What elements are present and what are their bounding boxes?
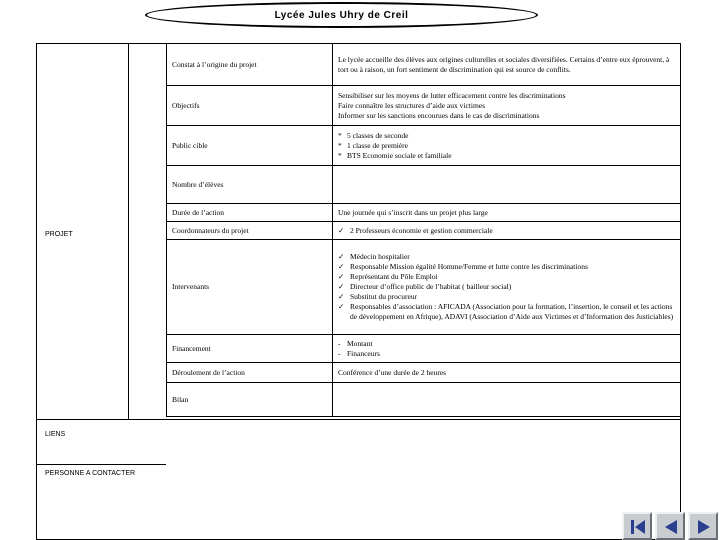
slide-navigation bbox=[622, 512, 718, 540]
check-icon: ✓ bbox=[338, 225, 345, 235]
row-value-deroulement: Conférence d’une durée de 2 heures bbox=[333, 363, 681, 383]
table-row bbox=[167, 240, 681, 335]
row-value-intervenants bbox=[333, 240, 681, 335]
dash-icon: - bbox=[338, 338, 341, 348]
table-row bbox=[167, 383, 681, 417]
row-value-duree: Une journée qui s’inscrit dans un projet plus large bbox=[333, 204, 681, 222]
check-icon: ✓ bbox=[338, 302, 345, 311]
check-icon: ✓ bbox=[338, 252, 345, 261]
row-label-coordinateurs: Coordonnateurs du projet bbox=[167, 222, 333, 240]
table-row bbox=[167, 363, 681, 383]
row-value-objectifs bbox=[333, 86, 681, 126]
section-label-contact: PERSONNE A CONTACTER bbox=[45, 470, 136, 477]
table-row bbox=[167, 166, 681, 204]
check-icon: ✓ bbox=[338, 282, 345, 291]
list-item: ✓ Responsables d’association : AFICADA (Association pour la formation, l’insertion, le conseil et les actions de développement en Afrique), ADAVI (Association d’Aide aux Victimes et d’Information des Justiciables) bbox=[338, 302, 674, 321]
project-table bbox=[166, 43, 681, 417]
dash-icon: - bbox=[338, 348, 341, 358]
list-item: * 5 classes de seconde bbox=[338, 130, 409, 140]
check-icon: ✓ bbox=[338, 292, 345, 301]
previous-page-button[interactable] bbox=[655, 512, 685, 540]
table-row bbox=[167, 126, 681, 166]
section-divider bbox=[128, 43, 129, 419]
row-value-bilan bbox=[333, 383, 681, 417]
next-page-button[interactable] bbox=[688, 512, 718, 540]
row-label-bilan: Bilan bbox=[167, 383, 333, 417]
row-label-financement: Financement bbox=[167, 335, 333, 363]
list-item: ✓ Responsable Mission égalité Homme/Femme et lutte contre les discriminations bbox=[338, 262, 588, 271]
table-row bbox=[167, 204, 681, 222]
row-value-constat bbox=[333, 44, 681, 86]
previous-page-icon bbox=[663, 519, 679, 535]
row-label-nombre: Nombre d’élèves bbox=[167, 166, 333, 204]
list-item: ✓ 2 Professeurs économie et gestion commerciale bbox=[338, 225, 493, 235]
first-page-button[interactable] bbox=[622, 512, 652, 540]
bullet-icon: * bbox=[338, 130, 342, 140]
list-item: * BTS Economie sociale et familiale bbox=[338, 150, 452, 160]
bullet-icon: * bbox=[338, 140, 342, 150]
list-item: - Financeurs bbox=[338, 348, 380, 358]
list-item: * 1 classe de première bbox=[338, 140, 409, 150]
bullet-icon: * bbox=[338, 150, 342, 160]
section-divider-liens bbox=[36, 419, 681, 420]
section-divider-contact bbox=[36, 464, 166, 465]
row-label-public: Public cible bbox=[167, 126, 333, 166]
objectif-line: Faire connaître les structures d’aide aux victimes bbox=[338, 100, 486, 110]
list-item: ✓ Substitut du procureur bbox=[338, 292, 418, 301]
row-label-objectifs: Objectifs bbox=[167, 86, 333, 126]
page-title: Lycée Jules Uhry de Creil bbox=[145, 2, 538, 28]
first-page-icon bbox=[630, 519, 646, 535]
table-row bbox=[167, 86, 681, 126]
row-label-deroulement: Déroulement de l’action bbox=[167, 363, 333, 383]
list-item: ✓ Médecin hospitalier bbox=[338, 252, 410, 261]
table-row bbox=[167, 44, 681, 86]
row-label-intervenants: Intervenants bbox=[167, 240, 333, 335]
check-icon: ✓ bbox=[338, 262, 345, 271]
section-label-projet: PROJET bbox=[45, 231, 73, 238]
constat-text: Le lycée accueille des élèves aux origines culturelles et sociales diversifiées. Certains d’entre eux éprouvent, à tort ou à raison, un fort sentiment de discrimination qui est source de conflits. bbox=[338, 54, 670, 74]
row-value-nombre bbox=[333, 166, 681, 204]
row-value-financement bbox=[333, 335, 681, 363]
row-label-duree: Durée de l’action bbox=[167, 204, 333, 222]
list-item: - Montant bbox=[338, 338, 373, 348]
table-row bbox=[167, 222, 681, 240]
check-icon: ✓ bbox=[338, 272, 345, 281]
objectif-line: Sensibiliser sur les moyens de lutter efficacement contre les discriminations bbox=[338, 90, 566, 100]
table-row bbox=[167, 335, 681, 363]
objectif-line: Informer sur les sanctions encourues dans le cas de discriminations bbox=[338, 110, 540, 120]
section-label-liens: LIENS bbox=[45, 431, 66, 438]
row-value-public bbox=[333, 126, 681, 166]
list-item: ✓ Directeur d’office public de l’habitat ( bailleur social) bbox=[338, 282, 512, 291]
row-value-coordinateurs bbox=[333, 222, 681, 240]
list-item: ✓ Représentant du Pôle Emploi bbox=[338, 272, 438, 281]
next-page-icon bbox=[696, 519, 712, 535]
row-label-constat: Constat à l’origine du projet bbox=[167, 44, 333, 86]
